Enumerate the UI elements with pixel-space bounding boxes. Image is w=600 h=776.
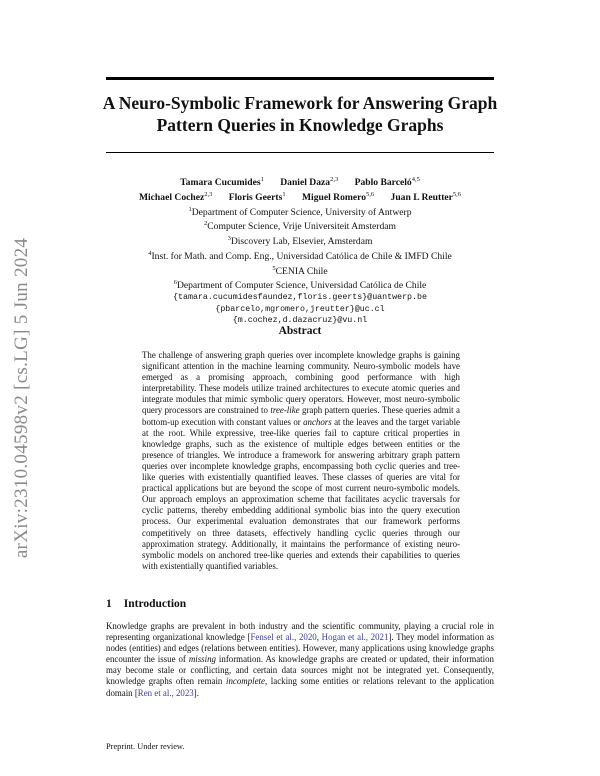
affiliation: $^5$CENIA Chile	[272, 264, 328, 277]
author: Floris Geerts$^1$	[228, 190, 286, 203]
author: Daniel Daza$^{2,3}$	[280, 176, 339, 189]
emphasis: anchors	[303, 416, 332, 427]
affiliation: $^4$Inst. for Math. and Comp. Eng., Universidad Católica de Chile & IMFD Chile	[148, 249, 452, 263]
emphasis: missing	[188, 654, 216, 665]
title-rule-top	[106, 77, 494, 80]
author: Juan L Reutter$^{5,6}$	[390, 190, 462, 203]
arxiv-id: arXiv:2310.04598v2 [cs.LG] 5 Jun 2024	[11, 237, 32, 559]
section-heading	[106, 598, 186, 610]
email[interactable]: {tamara.cucumidesfaundez,floris.geerts}@uantwerp.be	[173, 293, 427, 303]
author-line	[80, 189, 520, 204]
arxiv-stamp	[10, 208, 34, 588]
citation-link[interactable]: Ren et al., 2023	[137, 687, 194, 698]
author: Michael Cochez$^{2,3}$	[138, 190, 213, 203]
author: Tamara Cucumides$^1$	[180, 176, 264, 189]
preprint-note: Preprint. Under review.	[106, 742, 185, 751]
email[interactable]: {m.cochez,d.dazacruz}@vu.nl	[232, 316, 368, 326]
abstract-heading: Abstract	[278, 325, 322, 337]
author: Miguel Romero$^{5,6}$	[301, 190, 375, 203]
author: Pablo Barceló$^{4,5}$	[354, 176, 420, 189]
emphasis: tree-like	[270, 405, 300, 416]
title-line: A Neuro-Symbolic Framework for Answering Graph	[102, 93, 498, 113]
citation-link[interactable]: Hogan et al., 2021	[321, 632, 389, 643]
paper-title	[100, 92, 500, 136]
citation-link[interactable]: Fensel et al., 2020	[250, 632, 317, 643]
title-line: Pattern Queries in Knowledge Graphs	[156, 115, 444, 135]
email[interactable]: {pbarcelo,mgromero,jreutter}@uc.cl	[215, 304, 385, 314]
emphasis: incomplete	[226, 676, 265, 687]
affiliation: $^3$Discovery Lab, Elsevier, Amsterdam	[227, 235, 373, 248]
affiliation: $^2$Computer Science, Vrije Universiteit Amsterdam	[204, 220, 396, 233]
affiliation: $^1$Department of Computer Science, University of Antwerp	[188, 205, 412, 218]
affiliation: $^6$Department of Computer Science, Universidad Católica de Chile	[173, 279, 427, 292]
title-rule-bottom	[106, 152, 494, 153]
author-line	[80, 174, 520, 189]
abstract-text: The challenge of answering graph queries over incomplete knowledge graphs is gaining significant attention in the machine learning community. Neuro-symbolic models have emerged as a promising approach, combining good performance with high interpretability. These models utilize trained architectures to execute atomic queries and integrate modules that mimic symbolic query operators. However, most neuro-symbolic query processors are constrained to tree-like graph pattern queries. These queries admit a bottom-up execution with constant values or anchors at the leaves and the target variable at the root. While expressive, tree-like queries fail to capture critical properties in knowledge graphs, such as the existence of multiple edges between entities or the presence of triangles. We introduce a framework for answering arbitrary graph pattern queries over incomplete knowledge graphs, encompassing both cyclic queries and tree-like queries with existentially quantified leaves. These classes of queries are vital for practical applications but are beyond the scope of most current neuro-symbolic models. Our approach employs an approximation scheme that facilitates acyclic traversals for cyclic patterns, thereby embedding additional symbolic bias into the query execution process. Our experimental evaluation demonstrates that our framework performs competitively on three datasets, effectively handling cyclic queries through our approximation strategy. Additionally, it maintains the performance of existing neuro-symbolic models on anchored tree-like queries and extends their capabilities to queries with existentially quantified variables.	[142, 350, 460, 571]
intro-paragraph: Knowledge graphs are prevalent in both industry and the scientific community, playing a crucial role in representing organizational knowledge [Fensel et al., 2020, Hogan et al., 2021]. They model information as nodes (entities) and edges (relations between entities). However, many applications using knowledge graphs encounter the issue of missing information. As knowledge graphs are created or updated, their information may become stale or conflicting, and certain data sources might not be integrated yet. Consequently, knowledge graphs often remain incomplete, lacking some entities or relations relevant to the application domain [Ren et al., 2023].	[106, 621, 494, 698]
section-number: 1	[106, 598, 112, 610]
author-block	[80, 174, 520, 327]
section-title: Introduction	[123, 598, 187, 610]
